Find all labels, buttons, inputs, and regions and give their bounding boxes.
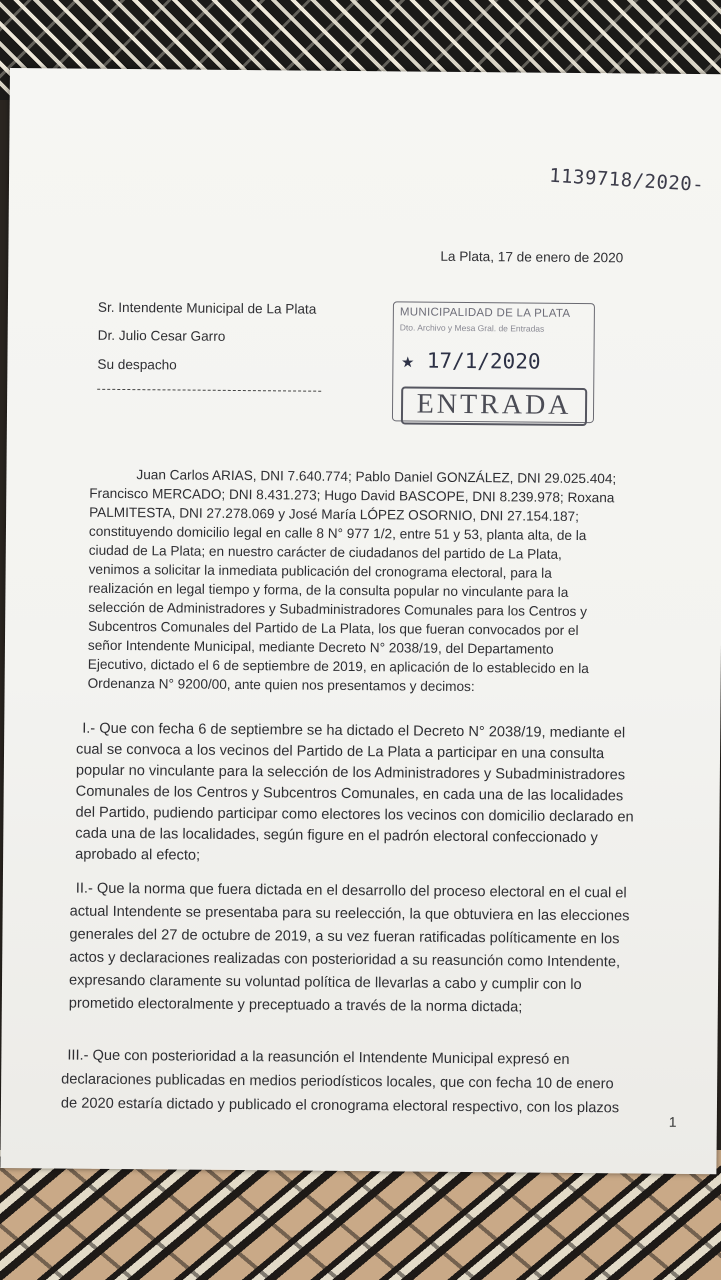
text-line: aprobado al efecto; [75,846,201,864]
handwritten-registry-number: 1139718/2020- [548,164,705,197]
reception-stamp [392,301,595,423]
star-icon: ★ [401,348,427,373]
text-line: popular no vinculante para la selección de los Administradores y Subadministradores [75,762,626,784]
text-line: cual se convoca a los vecinos del Partido de La Plata a participar en una consulta [75,741,605,763]
addressee-line: Dr. Julio Cesar Garro [97,327,226,344]
date-line: La Plata, 17 de enero de 2020 [440,248,624,266]
text-line: generales del 27 de octubre de 2019, a su vez fueran ratificadas políticamente en los [69,926,620,948]
page-number: 1 [668,1113,677,1130]
text-line: Juan Carlos ARIAS, DNI 7.640.774; Pablo Daniel GONZÁLEZ, DNI 29.025.404; [136,467,617,487]
text-line: señor Intendente Municipal, mediante Decreto N° 2038/19, del Departamento [87,637,554,657]
stamp-department: Dto. Archivo y Mesa Gral. de Entradas [399,322,545,334]
text-line: del Partido, pudiendo participar como electores los vecinos con domicilio declarado en [75,804,634,826]
text-line: realización en legal tiempo y forma, de la consulta popular no vinculante para la [88,580,569,600]
addressee-line: Sr. Intendente Municipal de La Plata [97,299,317,317]
text-line: III.- Que con posterioridad a la reasunción el Intendente Municipal expresó en [67,1047,570,1068]
text-line: actos y declaraciones realizadas con posterioridad a su reasunción como Intendente, [69,949,621,971]
text-line: de 2020 estaría dictado y publicado el cronograma electoral respectivo, con los plazos [60,1095,620,1117]
text-line: constituyendo domicilio legal en calle 8 N° 977 1/2, entre 51 y 53, planta alta, de la [88,523,587,544]
text-line: ciudad de La Plata; en nuestro carácter de ciudadanos del partido de La Plata, [88,542,562,562]
text-line: declaraciones publicadas en medios periodísticos locales, que con fecha 10 de enero [61,1071,614,1093]
text-line: cada una de las localidades, según figure en el padrón electoral confeccionado y [75,825,598,847]
text-line: PALMITESTA, DNI 27.278.069 y José María LÓPEZ OSORNIO, DNI 27.154.187; [89,504,580,524]
text-line: Francisco MERCADO; DNI 8.431.273; Hugo David BASCOPE, DNI 8.239.978; Roxana [89,485,615,506]
text-line: II.- Que la norma que fuera dictada en el desarrollo del proceso electoral en el cual el [75,880,627,902]
stamp-institution: MUNICIPALIDAD DE LA PLATA [399,306,571,320]
text-line: Subcentros Comunales del Partido de La Plata, los que fueran convocados por el [88,618,579,638]
addressee-line: Su despacho [97,356,177,373]
stamp-entrada: ENTRADA [401,386,587,426]
text-line: selección de Administradores y Subadministradores Comunales para los Centros y [88,599,588,620]
text-line: Ejecutivo, dictado el 6 de septiembre de 2019, en aplicación de lo establecido en la [87,656,589,677]
text-line: actual Intendente se presentaba para su reelección, la que obtuviera en las elecciones [69,903,630,925]
dashed-divider [97,389,321,392]
text-line: expresando claramente su voluntad política de llevarlas a cabo y cumplir con lo [68,972,582,994]
document-page [0,68,721,1174]
stamp-date: ★ 17/1/2020 [401,348,541,374]
text-line: venimos a solicitar la inmediata publicación del cronograma electoral, para la [88,561,552,581]
text-line: Comunales de los Centros y Subcentros Comunales, en cada una de las localidades [75,783,624,805]
text-line: Ordenanza N° 9200/00, ante quien nos presentamos y decimos: [87,675,475,695]
text-line: I.- Que con fecha 6 de septiembre se ha dictado el Decreto N° 2038/19, mediante el [82,720,626,742]
text-line: prometido electoralmente y preceptuado a través de la norma dictada; [68,995,523,1016]
